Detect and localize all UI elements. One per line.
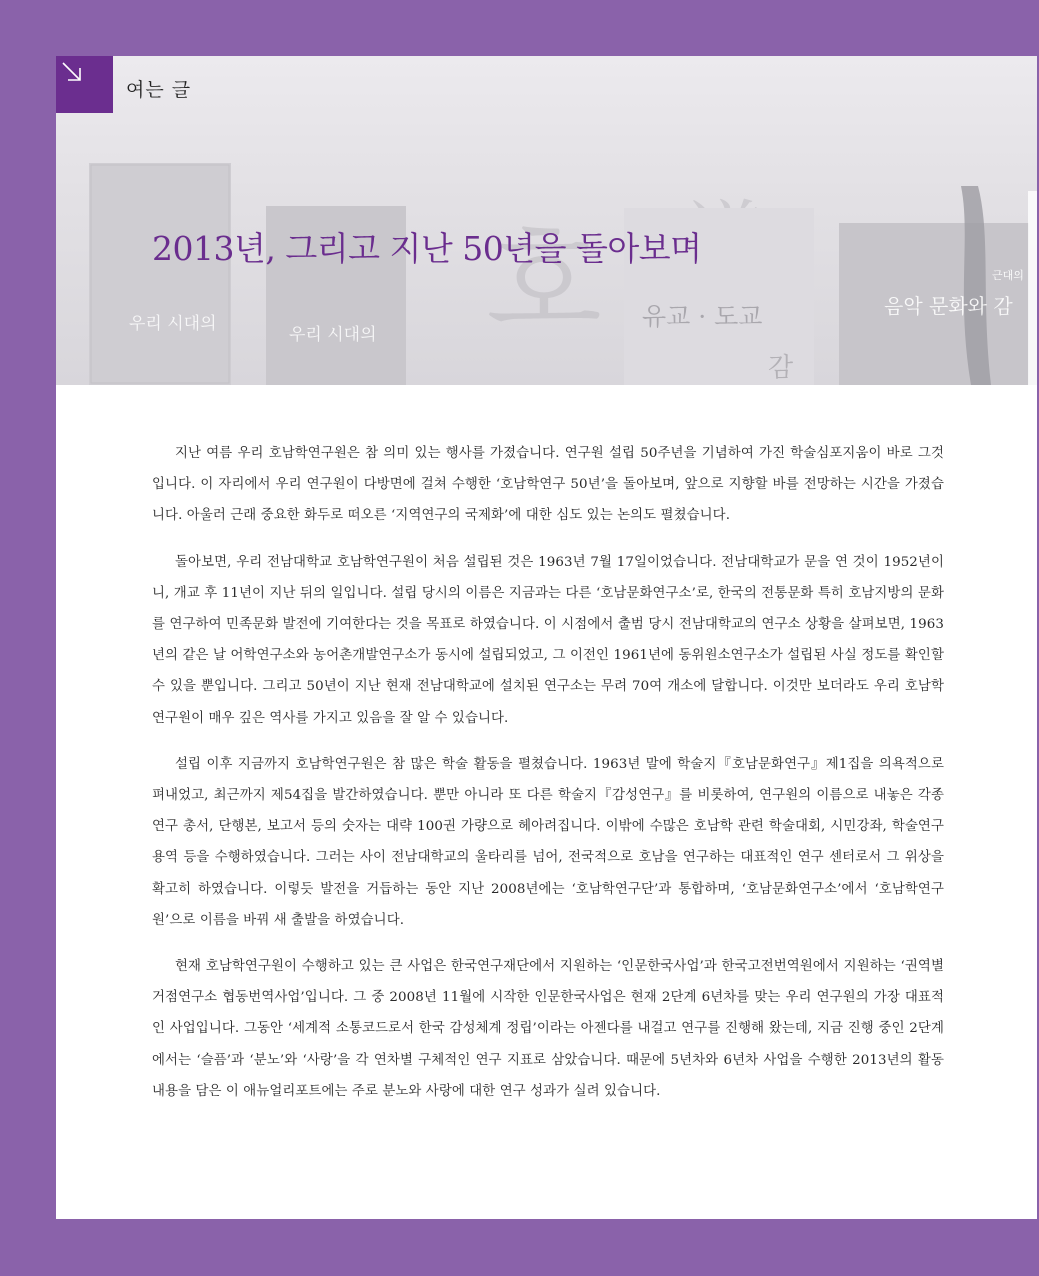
page-frame-bottom: [0, 1219, 1039, 1276]
article-paragraph: 지난 여름 우리 호남학연구원은 참 의미 있는 행사를 가졌습니다. 연구원 설립 50주년을 기념하여 가진 학술심포지움이 바로 그것입니다. 이 자리에서 우리 연구원이 다방면에 걸쳐 수행한 ‘호남학연구 50년’을 돌아보며, 앞으로 지향할 바를 전망하는 시간을 가졌습니다. 아울러 근래 중요한 화두로 떠오른 ‘지역연구의 국제화’에 대한 심도 있는 논의도 펼쳤습니다.: [152, 446, 944, 524]
page-frame-top: [0, 0, 1039, 56]
book1-title: 우리 시대의: [129, 314, 217, 334]
hero-books-image: [56, 56, 1037, 385]
book3-title: 유교 · 도교: [642, 302, 763, 331]
hero-banner: [56, 56, 1037, 385]
book3-subtitle: 감: [768, 353, 794, 383]
book4-title: 음악 문화와 감: [884, 294, 1013, 318]
book-cover-1: [89, 163, 231, 385]
article-paragraph: 현재 호남학연구원이 수행하고 있는 큰 사업은 한국연구재단에서 지원하는 ‘인문한국사업’과 한국고전번역원에서 지원하는 ‘권역별거점연구소 협동번역사업’입니다. 그 중 2008년 11월에 시작한 인문한국사업은 현재 2단계 6년차를 맞는 우리 연구원의 가장 대표적인 사업입니다. 그동안 ‘세계적 소통코드로서 한국 감성체계 정립’이라는 아젠다를 내걸고 연구를 진행해 왔는데, 지금 진행 중인 2단계에서는 ‘슬픔’과 ‘분노’와 ‘사랑’을 각 연차별 구체적인 연구 지표로 삼았습니다. 때문에 5년차와 6년차 사업을 수행한 2013년의 활동 내용을 담은 이 애뉴얼리포트에는 주로 분노와 사랑에 대한 연구 성과가 실려 있습니다.: [152, 959, 944, 1099]
book2-title: 우리 시대의: [289, 325, 377, 345]
page-title: 2013년, 그리고 지난 50년을 돌아보며: [152, 229, 702, 268]
svg-text:호: 호: [486, 214, 602, 353]
book4-small-title: 근대의: [992, 269, 1024, 282]
arrow-down-right-icon: [56, 56, 113, 113]
article-paragraph: 돌아보면, 우리 전남대학교 호남학연구원이 처음 설립된 것은 1963년 7월 17일이었습니다. 전남대학교가 문을 연 것이 1952년이니, 개교 후 11년이 지난 뒤의 일입니다. 설립 당시의 이름은 지금과는 다른 ‘호남문화연구소’로, 한국의 전통문화 특히 호남지방의 문화를 연구하여 민족문화 발전에 기여한다는 것을 목표로 하였습니다. 이 시점에서 출범 당시 전남대학교의 연구소 상황을 살펴보면, 1963년의 같은 날 어학연구소와 농어촌개발연구소가 동시에 설립되었고, 그 이전인 1961년에 동위원소연구소가 설립된 사실 정도를 확인할 수 있을 뿐입니다. 그리고 50년이 지난 현재 전남대학교에 설치된 연구소는 무려 70여 개소에 달합니다. 이것만 보더라도 우리 호남학연구원이 매우 깊은 역사를 가지고 있음을 잘 알 수 있습니다.: [152, 554, 944, 726]
article-paragraph: 설립 이후 지금까지 호남학연구원은 참 많은 학술 활동을 펼쳤습니다. 1963년 말에 학술지『호남문화연구』제1집을 의욕적으로 펴내었고, 최근까지 제54집을 발간하였습니다. 뿐만 아니라 또 다른 학술지『감성연구』를 비롯하여, 연구원의 이름으로 내놓은 각종 연구 총서, 단행본, 보고서 등의 숫자는 대략 100권 가량으로 헤아려집니다. 이밖에 수많은 호남학 관련 학술대회, 시민강좌, 학술연구용역 등을 수행하였습니다. 그러는 사이 전남대학교의 울타리를 넘어, 전국적으로 호남을 연구하는 대표적인 연구 센터로서 그 위상을 확고히 하였습니다. 이렇듯 발전을 거듭하는 동안 지난 2008년에는 ‘호남학연구단’과 통합하며, ‘호남문화연구소’에서 ‘호남학연구원’으로 이름을 바꿔 새 출발을 하였습니다.: [152, 756, 944, 928]
section-label: 여는 글: [126, 79, 192, 101]
article-body: [152, 438, 944, 1122]
section-tab: [56, 56, 113, 113]
page-frame-left: [0, 0, 56, 1276]
